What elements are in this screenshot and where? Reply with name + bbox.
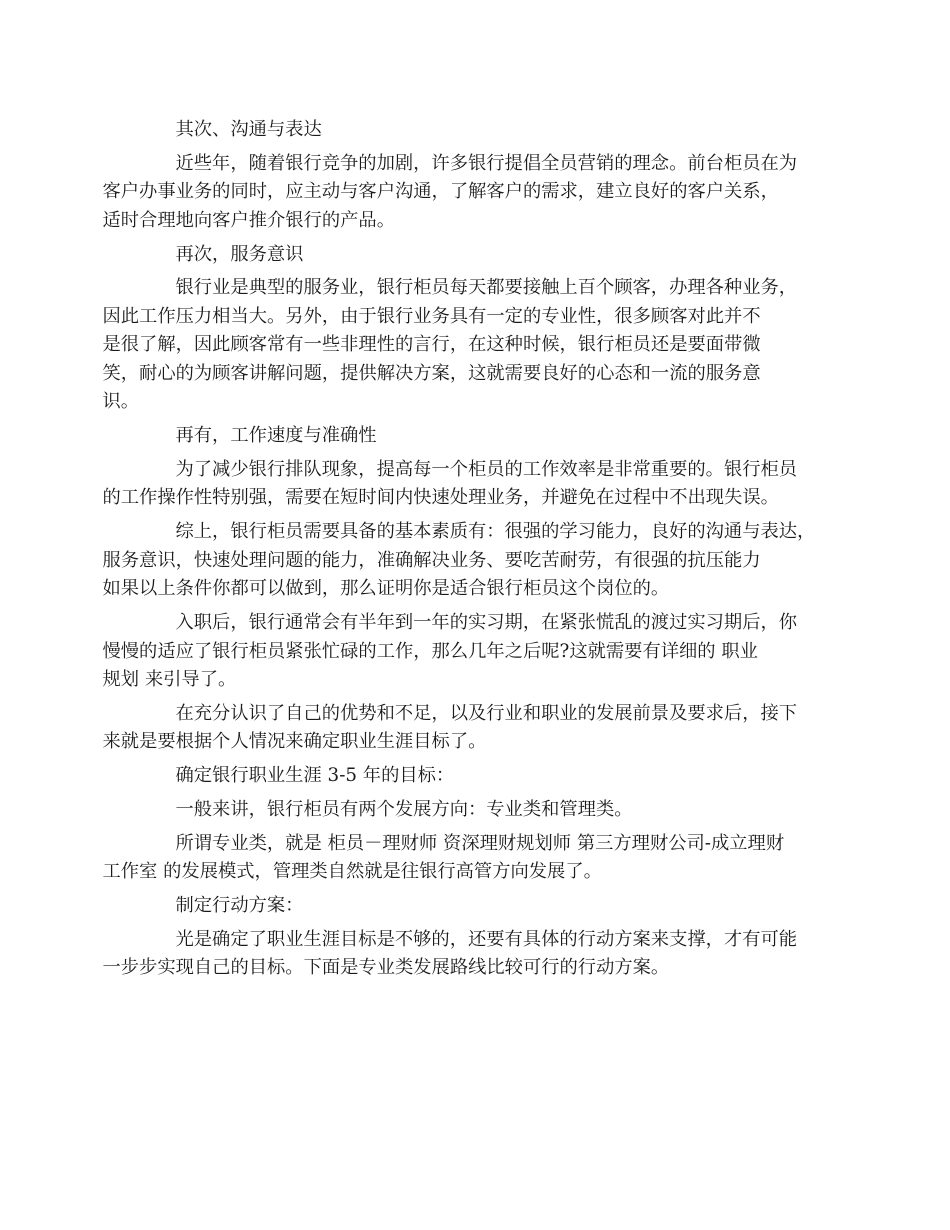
text-line: 一步步实现自己的目标。下面是专业类发展路线比较可行的行动方案。 <box>102 957 670 979</box>
heading-action-plan <box>139 892 819 921</box>
text-line: 综上，银行柜员需要具备的基本素质有：很强的学习能力，良好的沟通与表达， <box>175 521 816 543</box>
text-line: 光是确定了职业生涯目标是不够的，还要有具体的行动方案来支撑，才有可能 <box>175 928 798 950</box>
text-line: 一般来讲，银行柜员有两个发展方向：专业类和管理类。 <box>175 798 633 820</box>
heading-communication <box>139 116 819 145</box>
heading-career-goals <box>139 762 819 791</box>
text-line: 服务意识，快速处理问题的能力，准确解决业务、要吃苦耐劳，有很强的抗压能力 <box>102 549 761 571</box>
text-line: 来就是要根据个人情况来确定职业生涯目标了。 <box>102 731 487 753</box>
document-body <box>102 116 819 988</box>
text-line: 近些年，随着银行竞争的加剧，许多银行提倡全员营销的理念。前台柜员在为 <box>175 152 798 174</box>
text-line: 再次，服务意识 <box>175 243 304 265</box>
text-line: 的工作操作性特别强，需要在短时间内快速处理业务，并避免在过程中不出现失误。 <box>102 487 779 509</box>
text-line: 识。 <box>102 391 140 413</box>
text-line: 入职后，银行通常会有半年到一年的实习期，在紧张慌乱的渡过实习期后，你 <box>175 612 798 634</box>
text-line: 规划 来引导了。 <box>102 669 237 691</box>
text-line: 工作室 的发展模式，管理类自然就是往银行高管方向发展了。 <box>102 861 602 883</box>
text-line: 因此工作压力相当大。另外，由于银行业务具有一定的专业性，很多顾客对此并不 <box>102 305 761 327</box>
text-line: 制定行动方案： <box>175 895 304 917</box>
text-line: 客户办事业务的同时，应主动与客户沟通，了解客户的需求，建立良好的客户关系， <box>102 181 779 203</box>
text-line: 如果以上条件你都可以做到，那么证明你是适合银行柜员这个岗位的。 <box>102 578 670 600</box>
text-line: 是很了解，因此顾客常有一些非理性的言行，在这种时候，银行柜员还是要面带微 <box>102 334 761 356</box>
text-line: 再有，工作速度与准确性 <box>175 425 377 447</box>
text-line: 所谓专业类，就是 柜员－理财师 资深理财规划师 第三方理财公司-成立理财 <box>175 832 785 854</box>
text-line: 确定银行职业生涯 3-5 年的目标： <box>175 765 455 787</box>
paragraph-service <box>102 274 819 417</box>
text-line: 慢慢的适应了银行柜员紧张忙碌的工作，那么几年之后呢?这就需要有详细的 职业 <box>102 640 758 662</box>
text-line: 适时合理地向客户推介银行的产品。 <box>102 209 395 231</box>
text-line: 银行业是典型的服务业，银行柜员每天都要接触上百个顾客，办理各种业务， <box>175 277 798 299</box>
paragraph-two-directions <box>139 796 819 825</box>
paragraph-after-joining <box>102 609 819 695</box>
paragraph-self-assessment <box>102 700 819 757</box>
text-line: 为了减少银行排队现象，提高每一个柜员的工作效率是非常重要的。银行柜员 <box>175 458 798 480</box>
text-line: 在充分认识了自己的优势和不足，以及行业和职业的发展前景及要求后，接下 <box>175 702 798 724</box>
paragraph-professional-track <box>102 830 819 887</box>
paragraph-summary <box>102 518 819 604</box>
heading-speed-accuracy <box>139 422 819 451</box>
text-line: 笑，耐心的为顾客讲解问题，提供解决方案，这就需要良好的心态和一流的服务意 <box>102 362 761 384</box>
paragraph-action-plan <box>102 926 819 983</box>
paragraph-communication <box>102 150 819 236</box>
paragraph-speed-accuracy <box>102 456 819 513</box>
text-line: 其次、沟通与表达 <box>175 119 322 140</box>
heading-service <box>139 241 819 270</box>
